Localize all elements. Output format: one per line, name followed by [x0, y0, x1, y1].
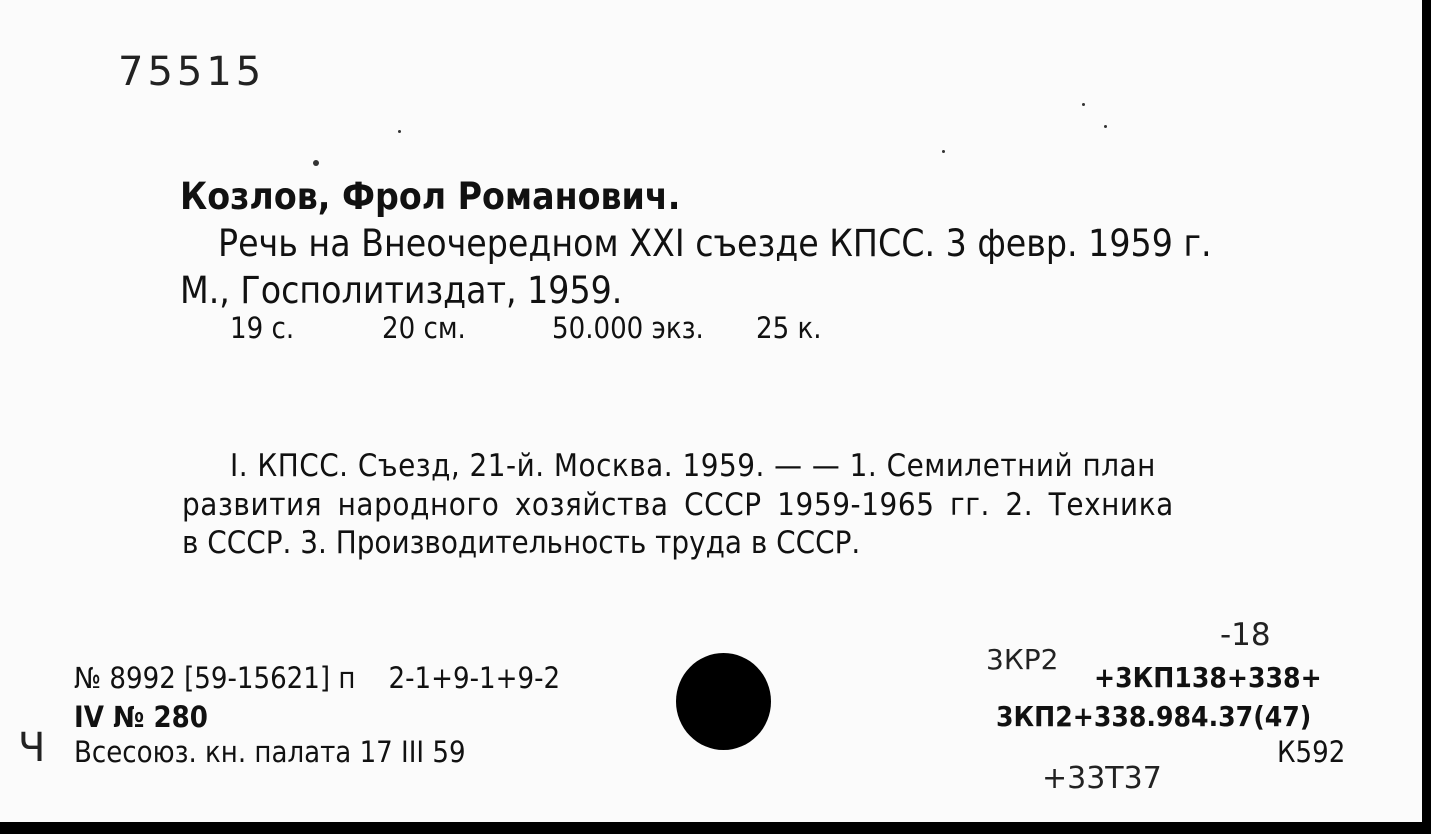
registration-line: IV № 280: [74, 700, 208, 734]
scan-border-bottom: [0, 822, 1431, 834]
handwritten-annotation-top: -18: [1220, 617, 1271, 653]
collation-size: 20 см.: [382, 311, 466, 345]
collation-copies: 50.000 экз.: [552, 311, 704, 345]
chamber-line: Всесоюз. кн. палата 17 III 59: [74, 735, 466, 769]
ink-speck: [1104, 125, 1107, 128]
ink-speck: [1082, 103, 1085, 106]
collation-price: 25 к.: [756, 311, 822, 345]
title-line: Речь на Внеочередном XXI съезде КПСС. 3 февр. 1959 г.: [218, 222, 1212, 265]
subject-line-1: I. КПСС. Съезд, 21-й. Москва. 1959. — — 1. Семилетний план: [230, 448, 1156, 484]
handwritten-code: 3КР2: [986, 643, 1059, 676]
subject-line-2: развития народного хозяйства СССР 1959-1965 гг. 2. Техника: [182, 487, 1174, 523]
imprint-line: М., Госполитиздат, 1959.: [180, 269, 623, 312]
inventory-number: 75515: [118, 49, 266, 95]
ink-speck: [398, 130, 401, 133]
punch-hole: [676, 653, 771, 750]
margin-mark: Ч: [18, 725, 46, 771]
classification-line-2: 3КП2+338.984.37(47): [996, 700, 1312, 733]
ink-speck: [313, 160, 319, 166]
subject-line-3: в СССР. 3. Производительность труда в СССР.: [182, 525, 861, 561]
author-mark: К592: [1277, 735, 1346, 769]
author-heading: Козлов, Фрол Романович.: [180, 175, 681, 218]
handwritten-annotation-bottom: +33Т37: [1042, 761, 1162, 796]
scan-border-right: [1422, 0, 1431, 834]
classification-line-1: +3КП138+338+: [1094, 661, 1322, 694]
ink-speck: [942, 150, 945, 153]
card-number-line: № 8992 [59-15621] п 2-1+9-1+9-2: [74, 661, 561, 695]
collation-pages: 19 с.: [230, 311, 295, 345]
